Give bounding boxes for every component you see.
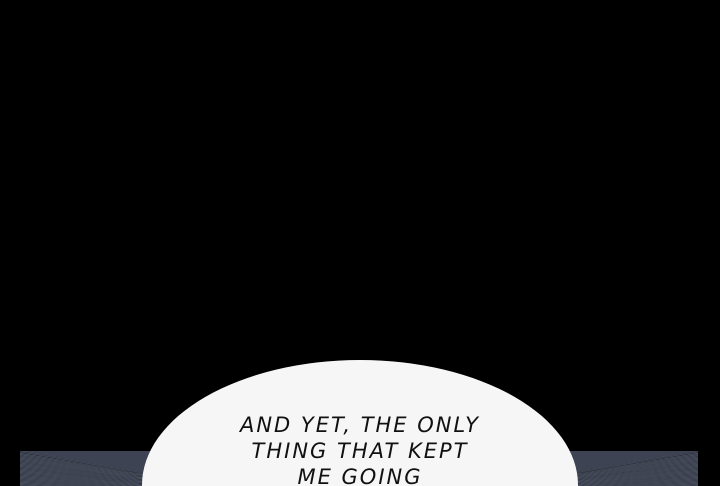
- speech-line: THING THAT KEPT: [251, 439, 469, 463]
- speech-line: ME GOING: [297, 465, 423, 486]
- speech-line: AND YET, THE ONLY: [239, 413, 481, 437]
- speech-bubble-text: [142, 412, 578, 486]
